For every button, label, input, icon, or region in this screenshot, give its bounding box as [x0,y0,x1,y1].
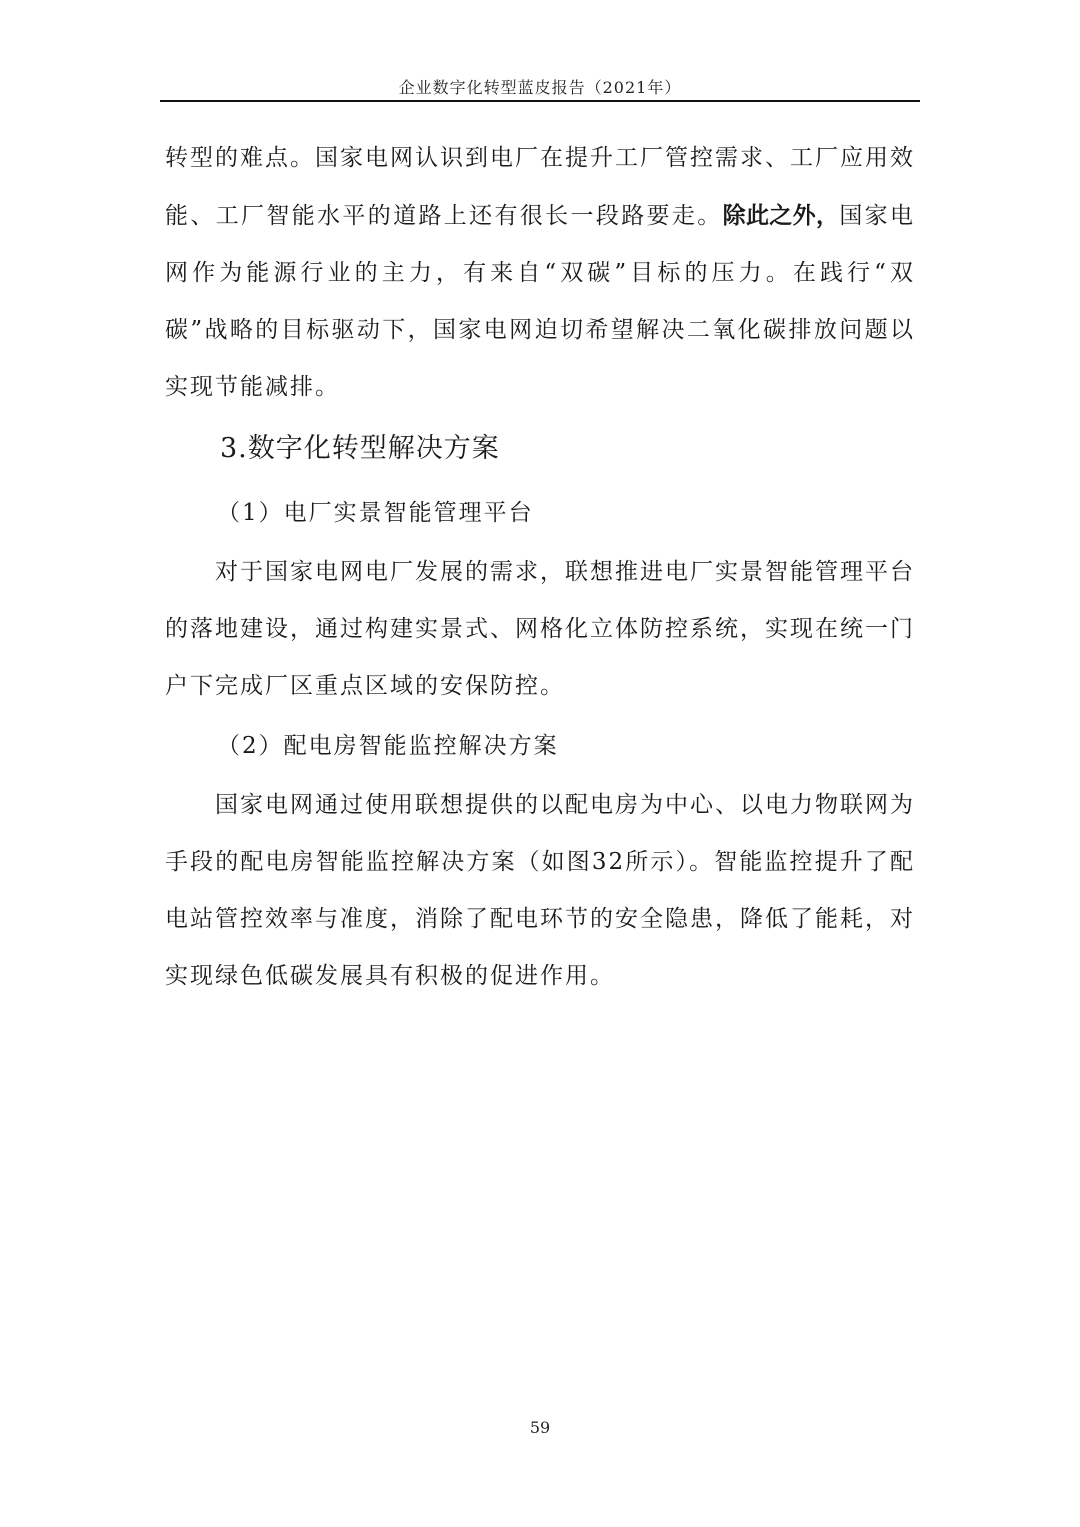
paragraph-continuation [165,130,915,416]
paragraph-text-cont: 国家电网作为能源行业的主力，有来自“双碳”目标的压力。在践行“双碳”战略的目标驱动下，国家电网迫切希望解决二氧化碳排放问题以实现节能减排。 [165,203,916,400]
paragraph-text: 转型的难点。国家电网认识到电厂在提升工厂管控需求、工厂应用效能、工厂智能水平的道路上还有很长一段路要走。 [165,145,915,229]
paragraph-subsection-2: 国家电网通过使用联想提供的以配电房为中心、以电力物联网为手段的配电房智能监控解决方案（如图32所示）。智能监控提升了配电站管控效率与准度，消除了配电环节的安全隐患，降低了能耗，对实现绿色低碳发展具有积极的促进作用。 [165,792,915,989]
paragraph-subsection-1: 对于国家电网电厂发展的需求，联想推进电厂实景智能管理平台的落地建设，通过构建实景式、网格化立体防控系统，实现在统一门户下完成厂区重点区域的安保防控。 [165,559,915,699]
emphasis-text: 除此之外， [722,202,840,229]
page-body [165,130,915,1005]
header-rule [160,100,920,102]
subsection-heading-2: （2）配电房智能监控解决方案 [217,733,559,759]
section-heading: 3.数字化转型解决方案 [220,433,500,464]
running-header: 企业数字化转型蓝皮报告（2021年） [398,78,682,97]
subsection-heading-1: （1）电厂实景智能管理平台 [217,500,534,526]
page-number: 59 [529,1418,551,1437]
